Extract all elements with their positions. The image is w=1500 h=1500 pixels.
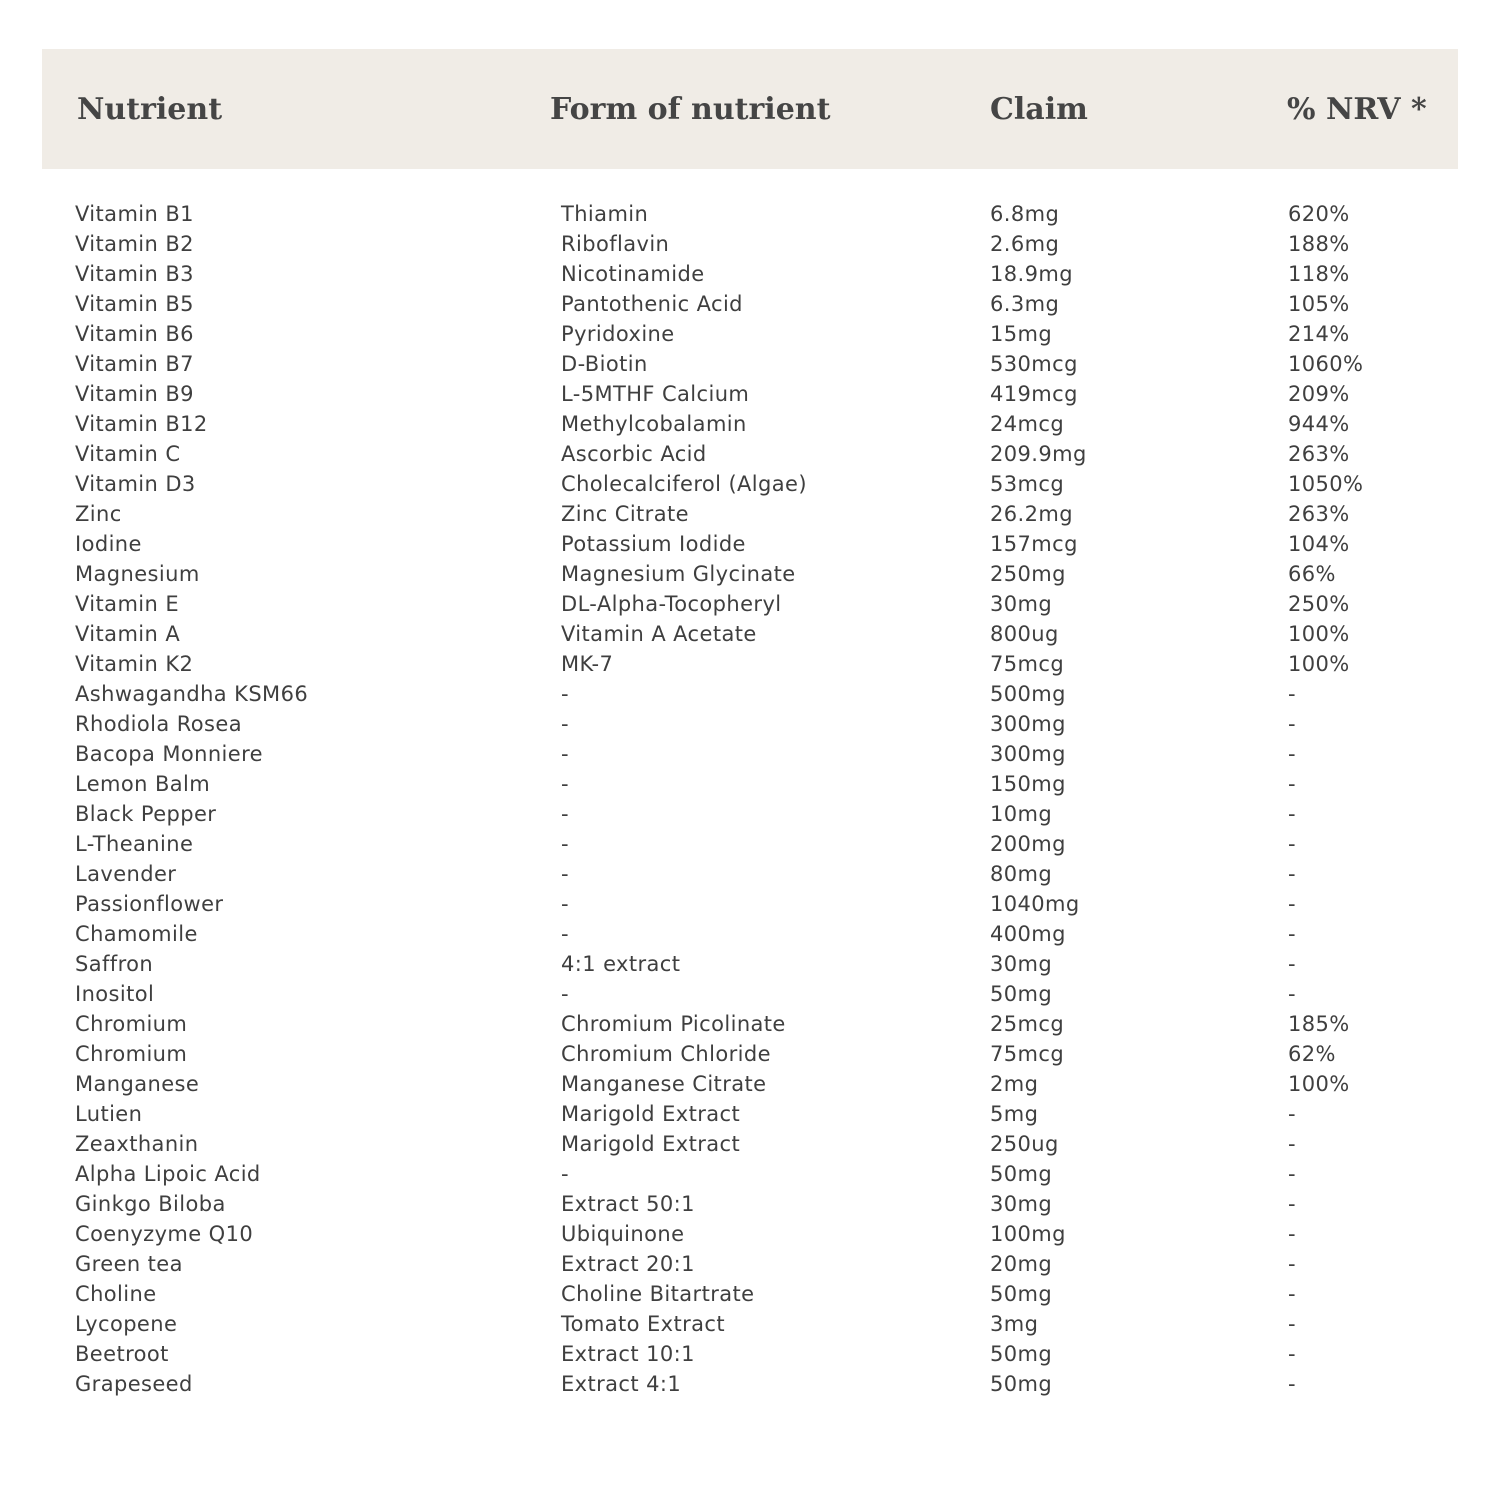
nrv-cell: 263% <box>1288 442 1350 466</box>
nutrient-cell: Rhodiola Rosea <box>75 712 242 736</box>
form-cell: Extract 10:1 <box>561 1342 695 1366</box>
nrv-cell: - <box>1288 1282 1296 1306</box>
table-row <box>0 739 1500 769</box>
nrv-cell: 105% <box>1288 292 1350 316</box>
table-row <box>0 469 1500 499</box>
claim-cell: 6.3mg <box>990 292 1060 316</box>
nrv-cell: 118% <box>1288 262 1350 286</box>
table-row <box>0 289 1500 319</box>
form-cell: 4:1 extract <box>561 952 681 976</box>
nrv-cell: - <box>1288 712 1296 736</box>
table-row <box>0 1279 1500 1309</box>
claim-cell: 10mg <box>990 802 1053 826</box>
form-cell: - <box>561 772 569 796</box>
nutrient-cell: Iodine <box>75 532 142 556</box>
nutrient-cell: Chamomile <box>75 922 198 946</box>
nrv-cell: 100% <box>1288 652 1350 676</box>
claim-cell: 2.6mg <box>990 232 1060 256</box>
form-cell: Riboflavin <box>561 232 670 256</box>
nrv-cell: - <box>1288 742 1296 766</box>
nutrient-cell: Ashwagandha KSM66 <box>75 682 309 706</box>
nutrient-cell: Green tea <box>75 1252 183 1276</box>
nutrient-cell: Vitamin B6 <box>75 322 194 346</box>
claim-cell: 50mg <box>990 1162 1053 1186</box>
form-cell: Vitamin A Acetate <box>561 622 757 646</box>
claim-cell: 800ug <box>990 622 1059 646</box>
nrv-cell: - <box>1288 1342 1296 1366</box>
claim-cell: 300mg <box>990 742 1066 766</box>
nrv-cell: 620% <box>1288 202 1350 226</box>
nrv-cell: 944% <box>1288 412 1350 436</box>
table-body <box>0 199 1500 1399</box>
claim-cell: 30mg <box>990 1192 1053 1216</box>
nrv-cell: 209% <box>1288 382 1350 406</box>
nrv-cell: - <box>1288 1162 1296 1186</box>
nutrient-cell: Vitamin E <box>75 592 179 616</box>
header-claim: Claim <box>990 92 1088 127</box>
form-cell: Thiamin <box>561 202 649 226</box>
nrv-cell: - <box>1288 1222 1296 1246</box>
nutrient-cell: Vitamin B9 <box>75 382 194 406</box>
claim-cell: 24mcg <box>990 412 1065 436</box>
nutrient-cell: Passionflower <box>75 892 224 916</box>
form-cell: Zinc Citrate <box>561 502 689 526</box>
nrv-cell: 100% <box>1288 622 1350 646</box>
claim-cell: 209.9mg <box>990 442 1087 466</box>
header-nutrient: Nutrient <box>77 92 223 127</box>
claim-cell: 157mcg <box>990 532 1078 556</box>
table-row <box>0 529 1500 559</box>
claim-cell: 1040mg <box>990 892 1080 916</box>
header-nrv: % NRV * <box>1287 92 1427 127</box>
header-form-of-nutrient: Form of nutrient <box>550 92 831 127</box>
nrv-cell: - <box>1288 1132 1296 1156</box>
form-cell: Potassium Iodide <box>561 532 746 556</box>
claim-cell: 5mg <box>990 1102 1039 1126</box>
table-row <box>0 1189 1500 1219</box>
nutrient-cell: Lycopene <box>75 1312 178 1336</box>
form-cell: - <box>561 1162 569 1186</box>
table-row <box>0 1069 1500 1099</box>
claim-cell: 18.9mg <box>990 262 1073 286</box>
nrv-cell: - <box>1288 862 1296 886</box>
nutrient-cell: L-Theanine <box>75 832 194 856</box>
nrv-cell: 214% <box>1288 322 1350 346</box>
form-cell: Extract 4:1 <box>561 1372 682 1396</box>
table-row <box>0 859 1500 889</box>
claim-cell: 500mg <box>990 682 1066 706</box>
nutrient-cell: Chromium <box>75 1012 188 1036</box>
form-cell: - <box>561 982 569 1006</box>
nrv-cell: - <box>1288 1192 1296 1216</box>
claim-cell: 3mg <box>990 1312 1039 1336</box>
nrv-cell: 263% <box>1288 502 1350 526</box>
nutrient-cell: Vitamin D3 <box>75 472 196 496</box>
nutrient-cell: Lavender <box>75 862 177 886</box>
claim-cell: 75mcg <box>990 652 1065 676</box>
form-cell: Ubiquinone <box>561 1222 685 1246</box>
nrv-cell: 1050% <box>1288 472 1364 496</box>
claim-cell: 6.8mg <box>990 202 1060 226</box>
claim-cell: 250ug <box>990 1132 1059 1156</box>
claim-cell: 53mcg <box>990 472 1065 496</box>
nutrient-cell: Coenyzyme Q10 <box>75 1222 254 1246</box>
nrv-cell: - <box>1288 982 1296 1006</box>
form-cell: - <box>561 862 569 886</box>
claim-cell: 26.2mg <box>990 502 1073 526</box>
form-cell: D-Biotin <box>561 352 648 376</box>
table-row <box>0 199 1500 229</box>
nrv-cell: 104% <box>1288 532 1350 556</box>
table-row <box>0 1129 1500 1159</box>
nutrient-cell: Chromium <box>75 1042 188 1066</box>
nrv-cell: - <box>1288 802 1296 826</box>
table-row <box>0 979 1500 1009</box>
nutrient-cell: Grapeseed <box>75 1372 193 1396</box>
form-cell: Nicotinamide <box>561 262 705 286</box>
nutrient-cell: Bacopa Monniere <box>75 742 263 766</box>
claim-cell: 80mg <box>990 862 1053 886</box>
table-row <box>0 1369 1500 1399</box>
claim-cell: 2mg <box>990 1072 1039 1096</box>
nrv-cell: 185% <box>1288 1012 1350 1036</box>
nutrient-cell: Vitamin B3 <box>75 262 194 286</box>
nutrient-cell: Vitamin B2 <box>75 232 194 256</box>
claim-cell: 100mg <box>990 1222 1066 1246</box>
nutrient-cell: Zeaxthanin <box>75 1132 199 1156</box>
table-row <box>0 1009 1500 1039</box>
form-cell: L-5MTHF Calcium <box>561 382 750 406</box>
table-row <box>0 379 1500 409</box>
nutrient-cell: Manganese <box>75 1072 200 1096</box>
table-row <box>0 1309 1500 1339</box>
form-cell: Ascorbic Acid <box>561 442 707 466</box>
form-cell: Magnesium Glycinate <box>561 562 796 586</box>
nrv-cell: - <box>1288 952 1296 976</box>
table-row <box>0 709 1500 739</box>
form-cell: Manganese Citrate <box>561 1072 767 1096</box>
form-cell: Pyridoxine <box>561 322 675 346</box>
claim-cell: 150mg <box>990 772 1066 796</box>
table-row <box>0 589 1500 619</box>
nutrient-cell: Alpha Lipoic Acid <box>75 1162 261 1186</box>
claim-cell: 200mg <box>990 832 1066 856</box>
claim-cell: 300mg <box>990 712 1066 736</box>
form-cell: - <box>561 922 569 946</box>
form-cell: Cholecalciferol (Algae) <box>561 472 807 496</box>
table-row <box>0 1339 1500 1369</box>
claim-cell: 15mg <box>990 322 1053 346</box>
claim-cell: 250mg <box>990 562 1066 586</box>
nutrient-cell: Vitamin A <box>75 622 181 646</box>
nutrient-cell: Magnesium <box>75 562 200 586</box>
nutrient-cell: Black Pepper <box>75 802 217 826</box>
form-cell: Extract 50:1 <box>561 1192 695 1216</box>
nrv-cell: - <box>1288 772 1296 796</box>
nutrient-cell: Beetroot <box>75 1342 169 1366</box>
claim-cell: 30mg <box>990 952 1053 976</box>
claim-cell: 50mg <box>990 1372 1053 1396</box>
claim-cell: 75mcg <box>990 1042 1065 1066</box>
nrv-cell: - <box>1288 1252 1296 1276</box>
nrv-cell: - <box>1288 892 1296 916</box>
nrv-cell: - <box>1288 832 1296 856</box>
table-row <box>0 439 1500 469</box>
form-cell: - <box>561 802 569 826</box>
table-row <box>0 1219 1500 1249</box>
nutrient-cell: Vitamin C <box>75 442 181 466</box>
form-cell: Methylcobalamin <box>561 412 747 436</box>
form-cell: Chromium Picolinate <box>561 1012 786 1036</box>
nutrient-cell: Vitamin B1 <box>75 202 194 226</box>
nrv-cell: 62% <box>1288 1042 1336 1066</box>
claim-cell: 419mcg <box>990 382 1078 406</box>
nutrient-cell: Vitamin B7 <box>75 352 194 376</box>
claim-cell: 400mg <box>990 922 1066 946</box>
claim-cell: 50mg <box>990 1282 1053 1306</box>
nutrient-cell: Lemon Balm <box>75 772 211 796</box>
table-row <box>0 919 1500 949</box>
form-cell: - <box>561 682 569 706</box>
table-row <box>0 799 1500 829</box>
table-row <box>0 649 1500 679</box>
claim-cell: 30mg <box>990 592 1053 616</box>
form-cell: - <box>561 892 569 916</box>
form-cell: Pantothenic Acid <box>561 292 743 316</box>
nrv-cell: - <box>1288 1312 1296 1336</box>
nutrient-cell: Zinc <box>75 502 122 526</box>
form-cell: MK-7 <box>561 652 614 676</box>
table-row <box>0 679 1500 709</box>
form-cell: Tomato Extract <box>561 1312 726 1336</box>
claim-cell: 50mg <box>990 1342 1053 1366</box>
nrv-cell: - <box>1288 682 1296 706</box>
nrv-cell: - <box>1288 1102 1296 1126</box>
table-row <box>0 319 1500 349</box>
claim-cell: 50mg <box>990 982 1053 1006</box>
nutrient-cell: Inositol <box>75 982 155 1006</box>
form-cell: Marigold Extract <box>561 1102 741 1126</box>
table-row <box>0 409 1500 439</box>
form-cell: Extract 20:1 <box>561 1252 695 1276</box>
form-cell: - <box>561 742 569 766</box>
nrv-cell: 188% <box>1288 232 1350 256</box>
nrv-cell: 250% <box>1288 592 1350 616</box>
form-cell: - <box>561 832 569 856</box>
nutrient-cell: Vitamin B12 <box>75 412 208 436</box>
table-row <box>0 259 1500 289</box>
claim-cell: 530mcg <box>990 352 1078 376</box>
nrv-cell: - <box>1288 922 1296 946</box>
table-row <box>0 1159 1500 1189</box>
table-row <box>0 1249 1500 1279</box>
nutrient-cell: Saffron <box>75 952 154 976</box>
table-row <box>0 829 1500 859</box>
nutrient-cell: Vitamin K2 <box>75 652 194 676</box>
claim-cell: 25mcg <box>990 1012 1065 1036</box>
table-row <box>0 1039 1500 1069</box>
table-row <box>0 619 1500 649</box>
nutrient-cell: Choline <box>75 1282 157 1306</box>
nrv-cell: 66% <box>1288 562 1336 586</box>
table-row <box>0 349 1500 379</box>
nrv-cell: 1060% <box>1288 352 1364 376</box>
table-row <box>0 769 1500 799</box>
nrv-cell: - <box>1288 1372 1296 1396</box>
claim-cell: 20mg <box>990 1252 1053 1276</box>
table-row <box>0 1099 1500 1129</box>
nutrient-cell: Vitamin B5 <box>75 292 194 316</box>
table-row <box>0 499 1500 529</box>
table-row <box>0 229 1500 259</box>
form-cell: Chromium Chloride <box>561 1042 771 1066</box>
form-cell: - <box>561 712 569 736</box>
form-cell: Marigold Extract <box>561 1132 741 1156</box>
table-row <box>0 889 1500 919</box>
nrv-cell: 100% <box>1288 1072 1350 1096</box>
nutrient-cell: Ginkgo Biloba <box>75 1192 226 1216</box>
table-row <box>0 559 1500 589</box>
form-cell: Choline Bitartrate <box>561 1282 755 1306</box>
table-row <box>0 949 1500 979</box>
nutrient-cell: Lutien <box>75 1102 143 1126</box>
form-cell: DL-Alpha-Tocopheryl <box>561 592 782 616</box>
